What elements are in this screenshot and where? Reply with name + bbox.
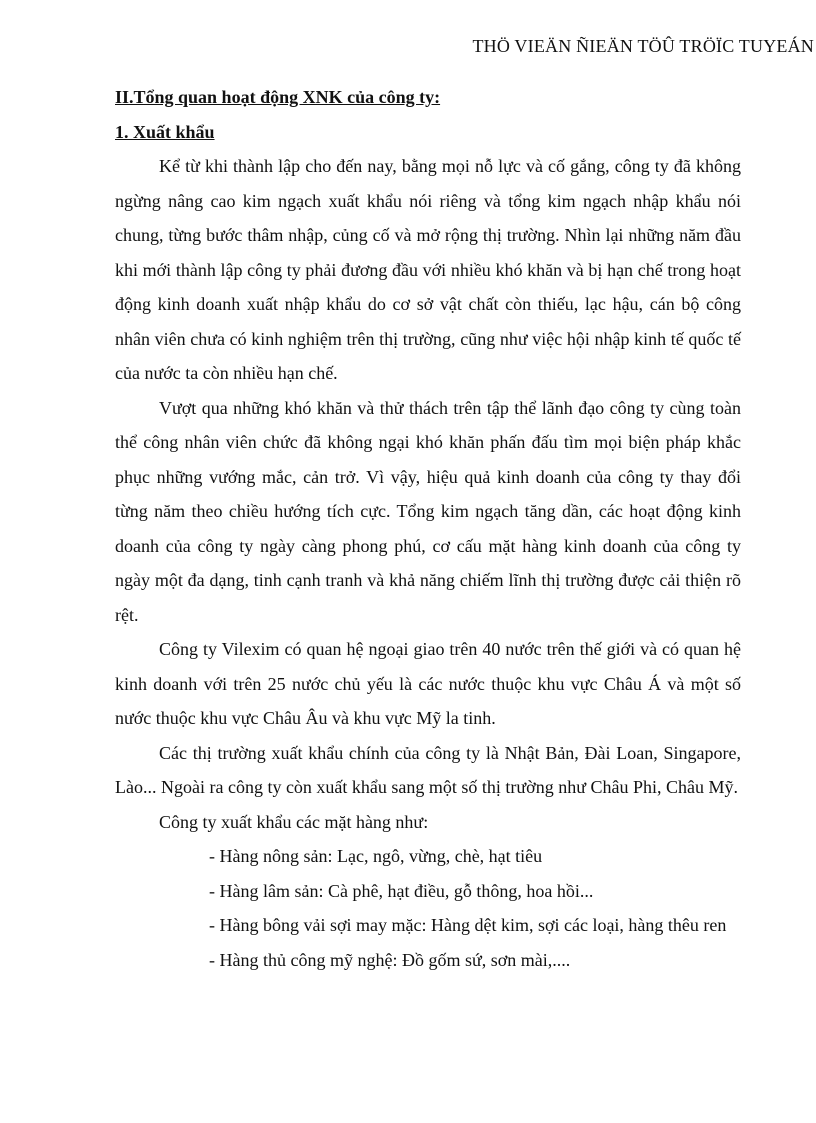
subsection-title: 1. Xuất khẩu — [115, 122, 215, 142]
paragraph: Công ty Vilexim có quan hệ ngoại giao trên 40 nước trên thế giới và có quan hệ kinh doanh với trên 25 nước chủ yếu là các nước thuộc khu vực Châu Á và một số nước thuộc khu vực Châu Âu và khu vực Mỹ la tinh. — [115, 639, 741, 728]
document-body — [115, 80, 741, 977]
paragraph: Kể từ khi thành lập cho đến nay, bằng mọi nỗ lực và cố gắng, công ty đã không ngừng nâng cao kim ngạch xuất khẩu nói riêng và tổng kim ngạch nhập khẩu nói chung, từng bước thâm nhập, củng cố và mở rộng thị trường. Nhìn lại những năm đầu khi mới thành lập công ty phải đương đầu với nhiều khó khăn và bị hạn chế trong hoạt động kinh doanh xuất nhập khẩu do cơ sở vật chất còn thiếu, lạc hậu, cán bộ công nhân viên chưa có kinh nghiệm trên thị trường, cũng như việc hội nhập kinh tế quốc tế của nước ta còn nhiều hạn chế. — [115, 156, 741, 383]
list-item: - Hàng nông sản: Lạc, ngô, vừng, chè, hạt tiêu — [209, 846, 543, 866]
list-item: - Hàng thủ công mỹ nghệ: Đồ gốm sứ, sơn mài,.... — [209, 949, 571, 970]
list-item: - Hàng bông vải sợi may mặc: Hàng dệt kim, sợi các loại, hàng thêu ren — [209, 915, 727, 935]
list-item: - Hàng lâm sản: Cà phê, hạt điều, gỗ thông, hoa hồi... — [209, 880, 594, 901]
paragraph: Các thị trường xuất khẩu chính của công ty là Nhật Bản, Đài Loan, Singapore, Lào... Ngoài ra công ty còn xuất khẩu sang một số thị trường như Châu Phi, Châu Mỹ. — [115, 742, 741, 797]
page-header: THÖ VIEÄN ÑIEÄN TÖÛ TRÖÏC TUYEÁN — [472, 36, 814, 56]
section-title: II.Tổng quan hoạt động XNK của công ty: — [115, 87, 441, 107]
paragraph: Vượt qua những khó khăn và thử thách trên tập thể lãnh đạo công ty cùng toàn thể công nhân viên chức đã không ngại khó khăn phấn đấu tìm mọi biện pháp khắc phục những vướng mắc, cản trở. Vì vậy, hiệu quả kinh doanh của công ty thay đổi từng năm theo chiều hướng tích cực. Tổng kim ngạch tăng dần, các hoạt động kinh doanh của công ty ngày càng phong phú, cơ cấu mặt hàng kinh doanh của công ty ngày một đa dạng, tinh cạnh tranh và khả năng chiếm lĩnh thị trường được cải thiện rõ rệt. — [115, 397, 741, 625]
list-intro: Công ty xuất khẩu các mặt hàng như: — [159, 811, 429, 832]
